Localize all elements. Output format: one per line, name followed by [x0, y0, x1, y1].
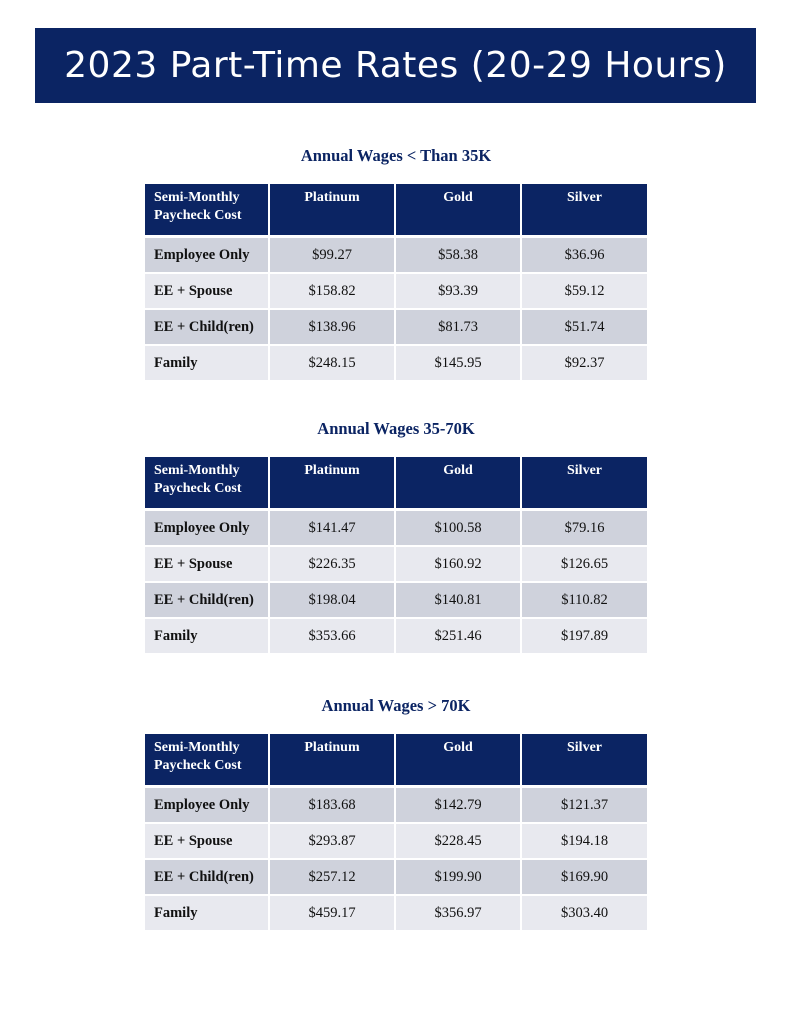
table-row	[145, 273, 647, 309]
header-gold: Gold	[395, 734, 521, 787]
platinum-price: $138.96	[269, 309, 395, 345]
header-paycheck-cost	[145, 184, 269, 237]
platinum-price: $353.66	[269, 618, 395, 654]
header-platinum: Platinum	[269, 457, 395, 510]
table-row	[145, 618, 647, 654]
header-gold: Gold	[395, 457, 521, 510]
header-line-1: Semi-Monthly	[154, 463, 240, 478]
tier-label: Employee Only	[145, 510, 269, 547]
tier-label: Employee Only	[145, 787, 269, 824]
silver-price: $126.65	[521, 546, 647, 582]
section-heading: Annual Wages 35-70K	[317, 419, 475, 438]
silver-price: $121.37	[521, 787, 647, 824]
rates-table	[145, 184, 647, 382]
header-platinum: Platinum	[269, 184, 395, 237]
rate-section-over-70k	[145, 696, 647, 932]
platinum-price: $226.35	[269, 546, 395, 582]
table-row	[145, 510, 647, 547]
section-heading: Annual Wages < Than 35K	[300, 146, 492, 165]
section-heading: Annual Wages > 70K	[321, 696, 471, 715]
silver-price: $59.12	[521, 273, 647, 309]
tier-label: EE + Spouse	[145, 546, 269, 582]
platinum-price: $293.87	[269, 823, 395, 859]
table-row	[145, 582, 647, 618]
rates-table	[145, 457, 647, 655]
tier-label: Family	[145, 345, 269, 381]
table-row	[145, 237, 647, 274]
gold-price: $199.90	[395, 859, 521, 895]
header-paycheck-cost	[145, 734, 269, 787]
tier-label: Family	[145, 618, 269, 654]
gold-price: $140.81	[395, 582, 521, 618]
platinum-price: $99.27	[269, 237, 395, 274]
table-row	[145, 309, 647, 345]
gold-price: $356.97	[395, 895, 521, 931]
gold-price: $228.45	[395, 823, 521, 859]
silver-price: $51.74	[521, 309, 647, 345]
table-row	[145, 787, 647, 824]
gold-price: $145.95	[395, 345, 521, 381]
silver-price: $303.40	[521, 895, 647, 931]
tier-label: Family	[145, 895, 269, 931]
header-gold: Gold	[395, 184, 521, 237]
header-line-1: Semi-Monthly	[154, 190, 240, 205]
tier-label: EE + Spouse	[145, 823, 269, 859]
tier-label: EE + Child(ren)	[145, 859, 269, 895]
table-row	[145, 823, 647, 859]
platinum-price: $198.04	[269, 582, 395, 618]
platinum-price: $248.15	[269, 345, 395, 381]
platinum-price: $141.47	[269, 510, 395, 547]
silver-price: $79.16	[521, 510, 647, 547]
gold-price: $100.58	[395, 510, 521, 547]
gold-price: $142.79	[395, 787, 521, 824]
platinum-price: $183.68	[269, 787, 395, 824]
gold-price: $58.38	[395, 237, 521, 274]
header-silver: Silver	[521, 457, 647, 510]
gold-price: $93.39	[395, 273, 521, 309]
header-line-2: Paycheck Cost	[154, 481, 242, 496]
header-line-2: Paycheck Cost	[154, 208, 242, 223]
table-header-row	[145, 457, 647, 510]
rate-section-under-35k	[145, 146, 647, 382]
header-silver: Silver	[521, 734, 647, 787]
header-paycheck-cost	[145, 457, 269, 510]
table-header-row	[145, 184, 647, 237]
table-row	[145, 546, 647, 582]
gold-price: $160.92	[395, 546, 521, 582]
gold-price: $251.46	[395, 618, 521, 654]
tier-label: EE + Child(ren)	[145, 309, 269, 345]
tier-label: EE + Spouse	[145, 273, 269, 309]
platinum-price: $158.82	[269, 273, 395, 309]
silver-price: $92.37	[521, 345, 647, 381]
tier-label: Employee Only	[145, 237, 269, 274]
tier-label: EE + Child(ren)	[145, 582, 269, 618]
title-banner	[35, 28, 756, 103]
table-row	[145, 345, 647, 381]
header-platinum: Platinum	[269, 734, 395, 787]
silver-price: $110.82	[521, 582, 647, 618]
rates-table	[145, 734, 647, 932]
header-line-2: Paycheck Cost	[154, 758, 242, 773]
platinum-price: $257.12	[269, 859, 395, 895]
page-title: 2023 Part-Time Rates (20-29 Hours)	[64, 45, 727, 86]
header-silver: Silver	[521, 184, 647, 237]
platinum-price: $459.17	[269, 895, 395, 931]
gold-price: $81.73	[395, 309, 521, 345]
table-header-row	[145, 734, 647, 787]
header-line-1: Semi-Monthly	[154, 740, 240, 755]
silver-price: $36.96	[521, 237, 647, 274]
table-row	[145, 859, 647, 895]
silver-price: $194.18	[521, 823, 647, 859]
silver-price: $197.89	[521, 618, 647, 654]
table-row	[145, 895, 647, 931]
rate-section-35-70k	[145, 419, 647, 655]
silver-price: $169.90	[521, 859, 647, 895]
